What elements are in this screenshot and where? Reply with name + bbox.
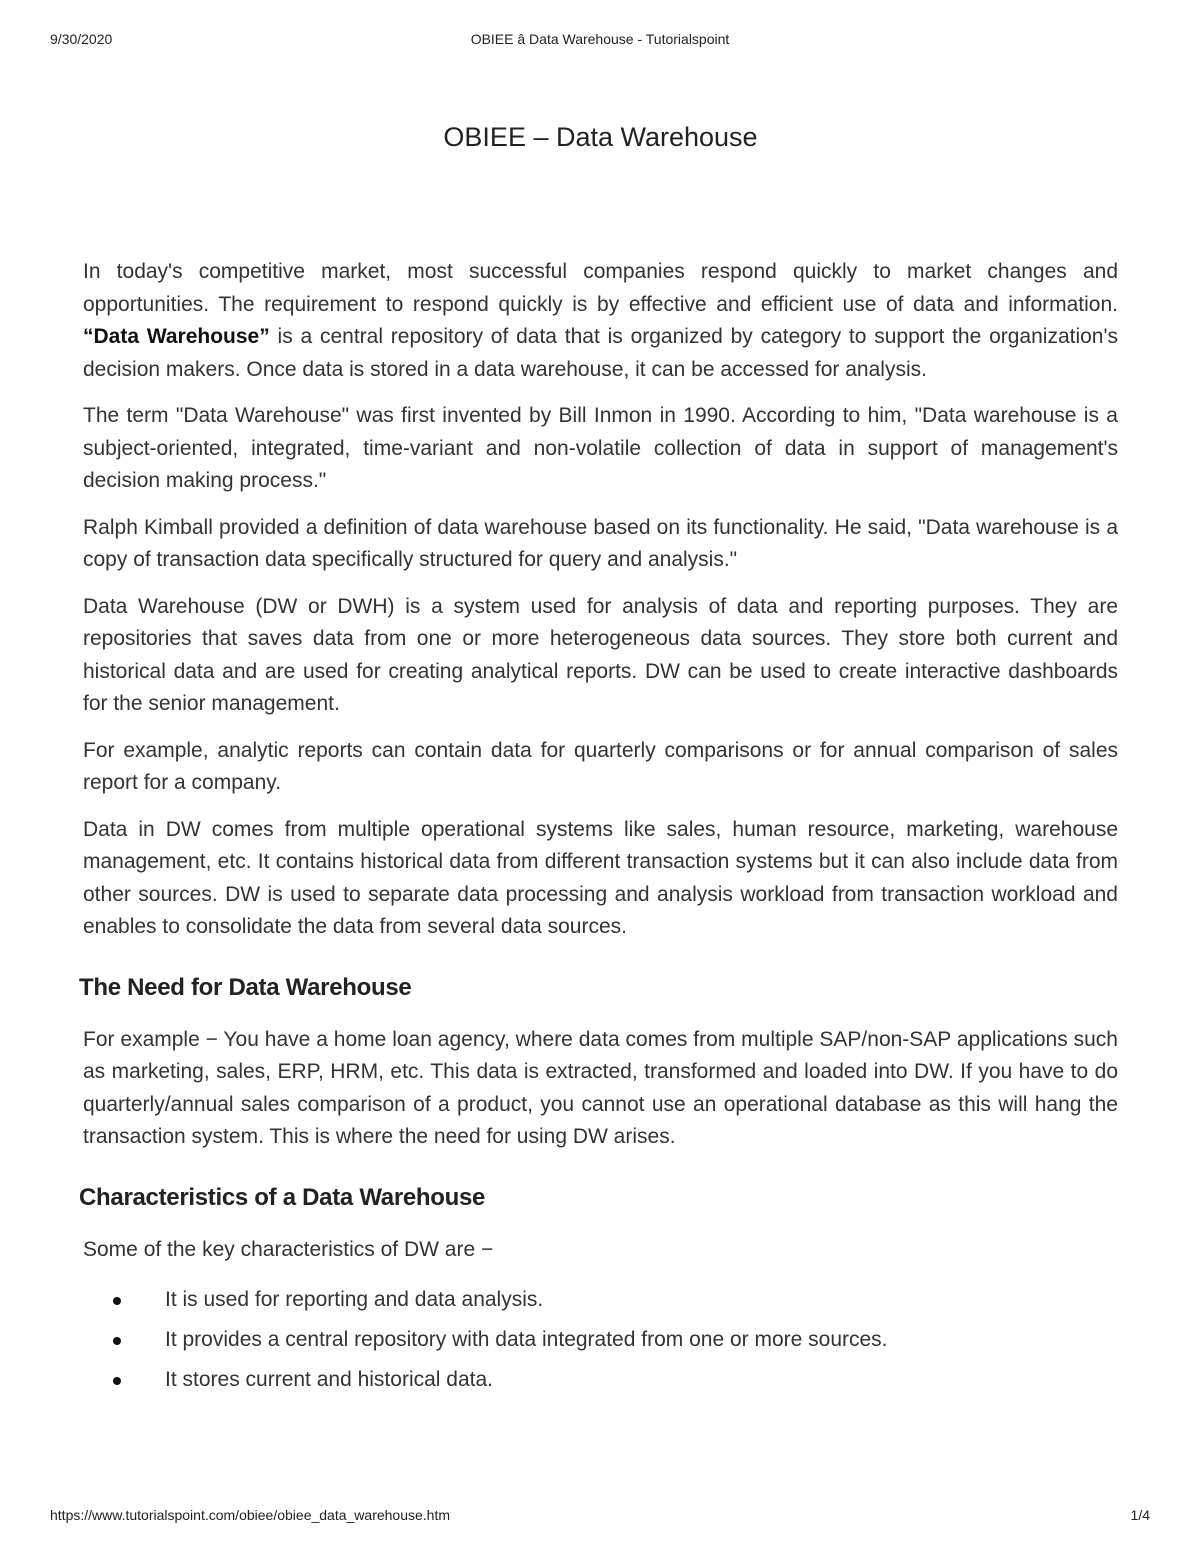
characteristics-list: [83, 1280, 1118, 1400]
intro-p1-text-before: In today's competitive market, most successful companies respond quickly to market changes and opportunities. The requirement to respond quickly is by effective and efficient use of data and information.: [83, 260, 1118, 316]
characteristics-intro: Some of the key characteristics of DW are −: [83, 1237, 494, 1261]
article-body: [79, 256, 1118, 1400]
bullet-icon: [113, 1337, 121, 1345]
need-section-heading: The Need for Data Warehouse: [79, 973, 412, 1001]
list-item-text: It provides a central repository with data integrated from one or more sources.: [165, 1328, 888, 1351]
list-item-text: It is used for reporting and data analysis.: [165, 1288, 544, 1311]
intro-paragraph-3: Ralph Kimball provided a definition of data warehouse based on its functionality. He said, "Data warehouse is a copy of transaction data specifically structured for query and analysis.": [83, 515, 1118, 571]
bullet-icon: [113, 1377, 121, 1385]
intro-paragraph-6: Data in DW comes from multiple operational systems like sales, human resource, marketing, warehouse management, etc. It contains historical data from different transaction systems but it can also include data from other sources. DW is used to separate data processing and analysis workload from transaction workload and enables to consolidate the data from several data sources.: [83, 817, 1118, 938]
print-header: [50, 31, 1150, 51]
bullet-icon: [113, 1297, 121, 1305]
print-footer: [50, 1507, 1150, 1527]
intro-paragraph-5: For example, analytic reports can contain data for quarterly comparisons or for annual comparison of sales report for a company.: [83, 738, 1118, 794]
page-url: https://www.tutorialspoint.com/obiee/obiee_data_warehouse.htm: [50, 1507, 451, 1523]
data-warehouse-term: “Data Warehouse”: [83, 325, 270, 348]
need-section-paragraph: For example − You have a home loan agency, where data comes from multiple SAP/non-SAP applications such as marketing, sales, ERP, HRM, etc. This data is extracted, transformed and loaded into DW. If you have to do quarterly/annual sales comparison of a product, you cannot use an operational database as this will hang the transaction system. This is where the need for using DW arises.: [83, 1027, 1118, 1148]
list-item: [83, 1280, 1118, 1320]
intro-paragraph-4: Data Warehouse (DW or DWH) is a system used for analysis of data and reporting purposes. They are repositories that saves data from one or more heterogeneous data sources. They store both current and historical data and are used for creating analytical reports. DW can be used to create interactive dashboards for the senior management.: [83, 594, 1118, 715]
intro-paragraph-2: The term "Data Warehouse" was first invented by Bill Inmon in 1990. According to him, "Data warehouse is a subject-oriented, integrated, time-variant and non-volatile collection of data in support of management's decision making process.": [83, 404, 1118, 492]
page-title: OBIEE – Data Warehouse: [443, 122, 758, 152]
list-item: [83, 1320, 1118, 1360]
print-page-title: OBIEE â Data Warehouse - Tutorialspoint: [470, 31, 730, 47]
characteristics-section-heading: Characteristics of a Data Warehouse: [79, 1183, 486, 1211]
page-number: 1/4: [1130, 1507, 1150, 1523]
intro-paragraph-1: [83, 256, 1118, 386]
list-item-text: It stores current and historical data.: [165, 1368, 493, 1391]
list-item: [83, 1360, 1118, 1400]
print-date: 9/30/2020: [50, 31, 113, 47]
intro-p1-text-after: is a central repository of data that is organized by category to support the organization's decision makers. Once data is stored in a data warehouse, it can be accessed for analysis.: [83, 325, 1118, 381]
